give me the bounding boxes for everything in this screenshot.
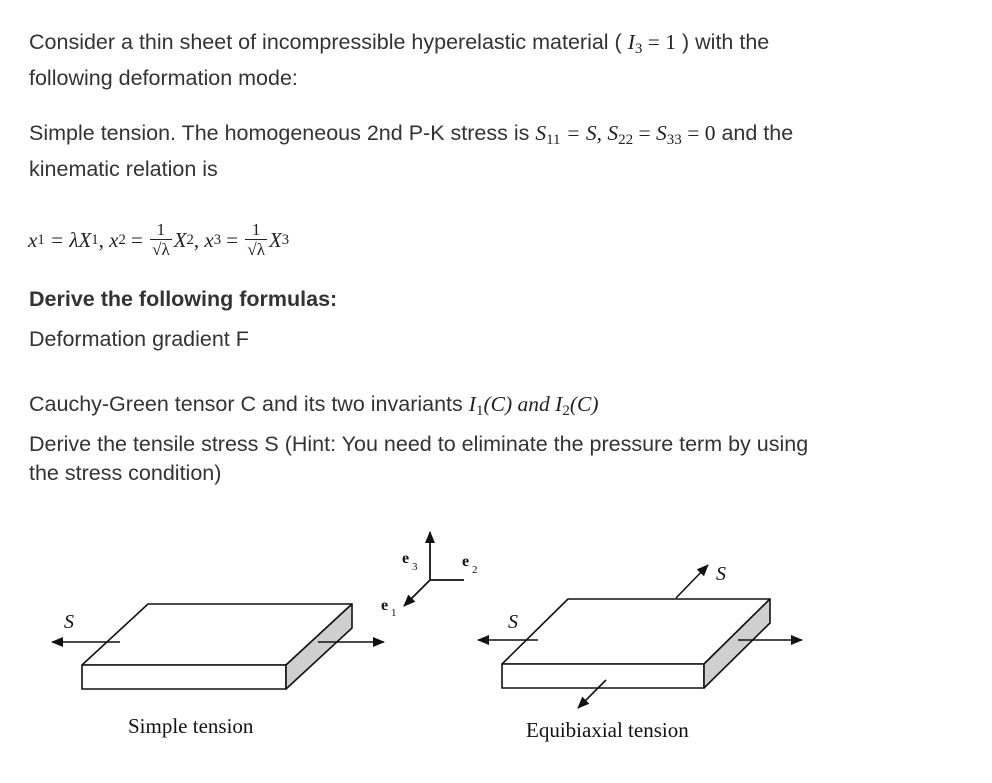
s11-value: = S,: [560, 121, 608, 145]
fraction-2-denominator: √λ: [247, 239, 265, 259]
i1-symbol: I: [468, 392, 476, 416]
axis-e3-sub: 3: [412, 561, 418, 573]
fraction-1-numerator: 1: [156, 219, 166, 239]
item3-line2: the stress condition): [29, 461, 222, 485]
sep-2: ,: [193, 227, 205, 252]
left-stress-label: S: [64, 611, 74, 633]
x1-subscript: 1: [37, 231, 45, 248]
invariant-subscript: 3: [634, 41, 643, 57]
x2-subscript: 2: [118, 231, 126, 248]
axis-e1-sub: 1: [391, 607, 397, 619]
invariant-symbol: I: [627, 30, 635, 54]
i2-symbol: I: [555, 392, 563, 416]
left-caption: Simple tension: [128, 714, 254, 738]
simple-text-c: kinematic relation is: [29, 157, 218, 181]
derive-heading: Derive the following formulas:: [29, 287, 338, 311]
invariant-value: = 1: [642, 30, 677, 54]
equals-2: =: [125, 227, 149, 252]
i1-subscript: 1: [475, 403, 484, 419]
coordinate-axes: [381, 532, 478, 619]
right-slab-front: [502, 664, 704, 688]
lambda-x1: = λX: [44, 227, 92, 252]
item2-text: Cauchy-Green tensor C and its two invariants: [29, 392, 469, 416]
i2-argument: (C): [569, 392, 599, 416]
s11-subscript: 11: [546, 132, 561, 148]
item3-line1: Derive the tensile stress S (Hint: You need to eliminate the pressure term by using: [29, 432, 809, 456]
axis-e1-arrow: [404, 580, 430, 606]
fraction-1-denominator: √λ: [152, 239, 170, 259]
sep-1: ,: [98, 227, 110, 252]
i1-argument: (C): [483, 392, 513, 416]
and-word: and: [512, 392, 556, 416]
left-slab-front: [82, 665, 286, 689]
right-caption: Equibiaxial tension: [526, 718, 689, 742]
simple-text-a: Simple tension. The homogeneous 2nd P-K stress is: [29, 121, 536, 145]
X1-subscript: 1: [91, 231, 99, 248]
equals-3: =: [221, 227, 244, 252]
s22-equals: =: [633, 121, 657, 145]
s33-value: = 0: [681, 121, 716, 145]
axis-e2-label: e: [462, 553, 470, 570]
right-stress-label-left: S: [508, 611, 518, 633]
axis-e2-sub: 2: [472, 564, 478, 576]
X2-subscript: 2: [186, 231, 194, 248]
simple-text-b: and the: [715, 121, 794, 145]
intro-text-c: following deformation mode:: [29, 66, 298, 90]
s33-subscript: 33: [666, 132, 682, 148]
s22-symbol: S: [607, 121, 619, 145]
fraction-2-numerator: 1: [251, 219, 261, 239]
item-deformation-gradient: Deformation gradient F: [29, 327, 249, 351]
equibiaxial-tension-slab: [502, 599, 770, 688]
intro-text-a: Consider a thin sheet of incompressible hyperelastic material (: [29, 30, 628, 54]
axis-e1-label: e: [381, 597, 389, 614]
x1-symbol: x: [28, 227, 38, 252]
X2-symbol: X: [173, 227, 187, 252]
X3-symbol: X: [268, 227, 282, 252]
right-arrow-back: [676, 565, 708, 598]
i2-subscript: 2: [562, 403, 570, 419]
right-stress-label-top: S: [716, 563, 726, 585]
X3-subscript: 3: [281, 231, 290, 248]
s33-symbol: S: [656, 121, 667, 145]
x2-symbol: x: [109, 227, 119, 252]
simple-tension-slab: [82, 604, 352, 689]
axis-e3-label: e: [402, 550, 410, 567]
s22-subscript: 22: [618, 132, 634, 148]
x3-subscript: 3: [213, 231, 222, 248]
x3-symbol: x: [204, 227, 214, 252]
s11-symbol: S: [535, 121, 547, 145]
intro-text-b: ) with the: [676, 30, 770, 54]
